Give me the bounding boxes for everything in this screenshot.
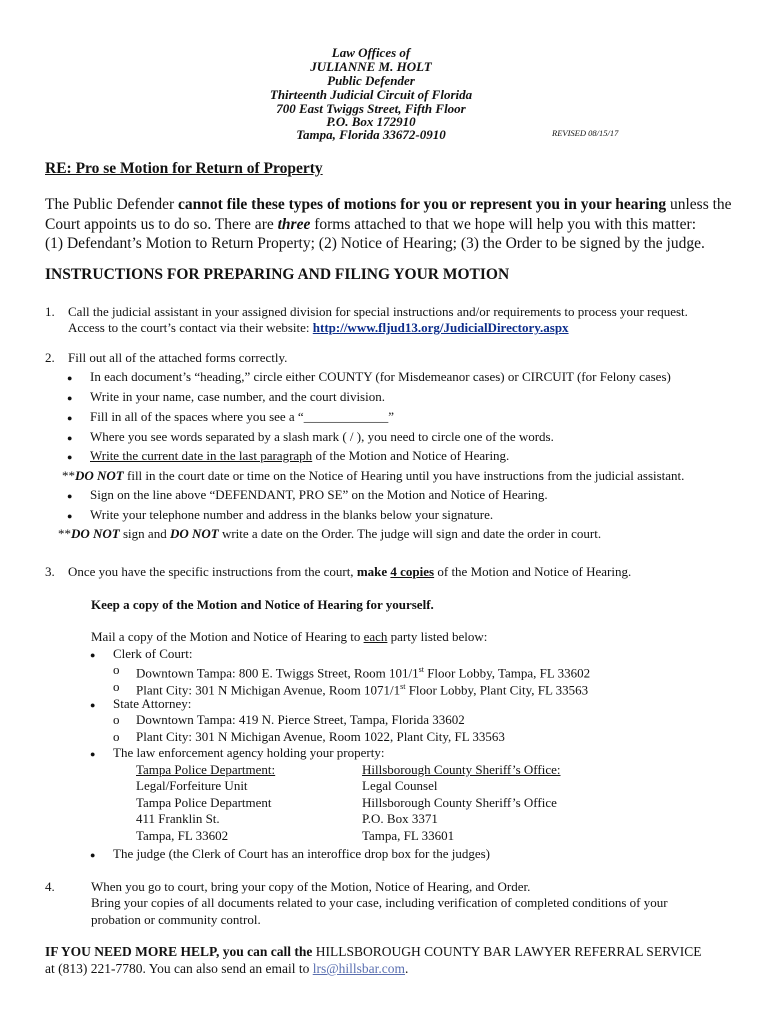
clerk-plant-city-address (136, 679, 588, 698)
help-line-1 (45, 944, 702, 960)
tpd-heading: Tampa Police Department: (136, 762, 276, 777)
keep-copy-note: Keep a copy of the Motion and Notice of Hearing for yourself. (91, 597, 434, 612)
tpd-name: Tampa Police Department (136, 795, 272, 810)
step-2-line-1: Fill out all of the attached forms correctly. (68, 350, 288, 365)
note-2-do-not-1: DO NOT (71, 526, 120, 541)
clerk-pc-end: Floor Lobby, Plant City, FL 33563 (405, 682, 589, 698)
letterhead-name: JULIANNE M. HOLT (310, 59, 432, 74)
step-2-bullet-4: Where you see words separated by a slash mark ( / ), you need to circle one of the words. (90, 429, 554, 444)
step-1-website-label: Access to the court’s contact via their website: (68, 320, 313, 335)
state-attorney-downtown-address: Downtown Tampa: 419 N. Pierce Street, Tampa, Florida 33602 (136, 712, 465, 727)
letterhead-street: 700 East Twiggs Street, Fifth Floor (276, 101, 466, 116)
mail-text-end: party listed below: (387, 629, 488, 644)
mail-text: Mail a copy of the Motion and Notice of Hearing to (91, 629, 364, 644)
letterhead-pobox: P.O. Box 172910 (326, 114, 416, 129)
letterhead-title: Public Defender (327, 73, 415, 88)
bullet-icon: ● (67, 511, 73, 521)
clerk-of-court-label: Clerk of Court: (113, 646, 193, 661)
bullet-icon: ● (67, 393, 73, 403)
intro-bold: cannot file these types of motions for you or represent you in your hearing (178, 196, 667, 213)
hcso-name: Hillsborough County Sheriff’s Office (362, 795, 557, 810)
step-3-copies: 4 copies (390, 564, 435, 579)
step-2-bullet-5 (90, 448, 509, 464)
hcso-heading: Hillsborough County Sheriff’s Office: (362, 762, 561, 777)
step-2-note-2 (58, 526, 601, 542)
note-2-stars: ** (58, 526, 71, 541)
intro-text-2: unless the Court appoints us to do so. There are (45, 196, 732, 233)
judge-item: The judge (the Clerk of Court has an interoffice drop box for the judges) (113, 846, 491, 861)
note-1-do-not: DO NOT (75, 468, 124, 483)
note-2-mid: sign and (119, 526, 170, 541)
letterhead-city: Tampa, Florida 33672-0910 (296, 127, 446, 142)
note-1-stars: ** (62, 468, 75, 483)
help-line-2 (45, 961, 408, 977)
hollow-bullet-icon: o (113, 729, 120, 744)
mail-each: each (363, 629, 388, 644)
step-4-line-1: When you go to court, bring your copy of the Motion, Notice of Hearing, and Order. (91, 879, 531, 894)
bullet-icon: ● (67, 452, 73, 462)
step-2-bullet-1: In each document’s “heading,” circle either COUNTY (for Misdemeanor cases) or CIRCUIT (for Felony cases) (90, 369, 671, 384)
step-2-bullet-3: Fill in all of the spaces where you see a “_____________” (90, 409, 394, 424)
step-2-number: 2. (45, 350, 55, 365)
intro-paragraph (45, 195, 735, 254)
tpd-city: Tampa, FL 33602 (136, 828, 229, 843)
hollow-bullet-icon: o (113, 662, 120, 677)
state-attorney-label: State Attorney: (113, 696, 192, 711)
letterhead-line-1: Law Offices of (331, 45, 411, 60)
step-2-bullet-5-end: of the Motion and Notice of Hearing. (312, 448, 510, 463)
bullet-icon: ● (90, 850, 96, 860)
step-2-bullet-2: Write in your name, case number, and the court division. (90, 389, 385, 404)
mail-instructions (91, 629, 487, 645)
subject-line: RE: Pro se Motion for Return of Property (45, 160, 323, 177)
revised-date: REVISED 08/15/17 (552, 128, 619, 138)
bullet-icon: ● (67, 433, 73, 443)
step-1-number: 1. (45, 304, 55, 319)
bullet-icon: ● (67, 491, 73, 501)
step-2-bullet-7: Write your telephone number and address in the blanks below your signature. (90, 507, 494, 522)
hcso-city: Tampa, FL 33601 (362, 828, 455, 843)
bullet-icon: ● (90, 749, 96, 759)
clerk-dt-text: Downtown Tampa: 800 E. Twiggs Street, Room 101/1 (136, 665, 419, 681)
step-3-text-end: of the Motion and Notice of Hearing. (434, 564, 632, 579)
state-attorney-plant-city-address: Plant City: 301 N Michigan Avenue, Room 1022, Plant City, FL 33563 (136, 729, 505, 744)
help-email-link[interactable]: lrs@hillsbar.com (312, 961, 406, 976)
step-3-line-1 (68, 564, 631, 580)
step-3-number: 3. (45, 564, 55, 579)
help-period: . (405, 961, 409, 976)
hollow-bullet-icon: o (113, 679, 120, 694)
bullet-icon: ● (90, 700, 96, 710)
clerk-pc-text: Plant City: 301 N Michigan Avenue, Room 1071/1 (136, 682, 401, 698)
letterhead-circuit: Thirteenth Judicial Circuit of Florida (269, 87, 473, 102)
help-phone-text: at (813) 221-7780. You can also send an email to (45, 961, 313, 976)
note-1-text: fill in the court date or time on the Notice of Hearing until you have instructions from the judicial assistant. (123, 468, 685, 483)
step-2-bullet-6: Sign on the line above “DEFENDANT, PRO SE” on the Motion and Notice of Hearing. (90, 487, 548, 502)
step-1-line-2 (68, 320, 569, 336)
step-3-make: make (356, 564, 391, 579)
hcso-unit: Legal Counsel (362, 778, 438, 793)
instructions-heading: INSTRUCTIONS FOR PREPARING AND FILING YOUR MOTION (45, 266, 510, 283)
clerk-dt-sup: st (418, 665, 424, 674)
intro-text-3: forms attached to that we hope will help you with this matter: (310, 215, 697, 233)
bullet-icon: ● (90, 650, 96, 660)
bullet-icon: ● (67, 413, 73, 423)
step-2-note-1 (62, 468, 684, 484)
intro-text: The Public Defender (45, 196, 178, 213)
step-4-number: 4. (45, 879, 55, 894)
judicial-directory-link[interactable]: http://www.fljud13.org/JudicialDirectory.aspx (312, 320, 569, 335)
law-enforcement-label: The law enforcement agency holding your property: (113, 745, 385, 760)
step-3-text: Once you have the specific instructions from the court, (68, 564, 357, 579)
step-4-line-3: probation or community control. (91, 912, 261, 927)
help-bold: IF YOU NEED MORE HELP, you can call the (45, 944, 316, 959)
step-1-line-1: Call the judicial assistant in your assigned division for special instructions and/or requirements to process your request. (68, 304, 688, 319)
hollow-bullet-icon: o (113, 712, 120, 727)
hcso-pobox: P.O. Box 3371 (362, 811, 438, 826)
note-2-do-not-2: DO NOT (169, 526, 219, 541)
help-referral-service: HILLSBOROUGH COUNTY BAR LAWYER REFERRAL SERVICE (315, 944, 702, 959)
note-2-text: write a date on the Order. The judge will sign and date the order in court. (218, 526, 602, 541)
clerk-dt-end: Floor Lobby, Tampa, FL 33602 (423, 665, 591, 681)
intro-three: three (277, 215, 311, 233)
tpd-street: 411 Franklin St. (136, 811, 220, 826)
intro-forms-list: (1) Defendant’s Motion to Return Property; (2) Notice of Hearing; (3) the Order to be signed by the judge. (45, 235, 705, 252)
tpd-unit: Legal/Forfeiture Unit (136, 778, 248, 793)
bullet-icon: ● (67, 373, 73, 383)
step-4-line-2: Bring your copies of all documents related to your case, including verification of completed conditions of your (91, 895, 668, 910)
step-2-bullet-5-underlined: Write the current date in the last paragraph (90, 448, 313, 463)
clerk-pc-sup: st (400, 682, 406, 691)
